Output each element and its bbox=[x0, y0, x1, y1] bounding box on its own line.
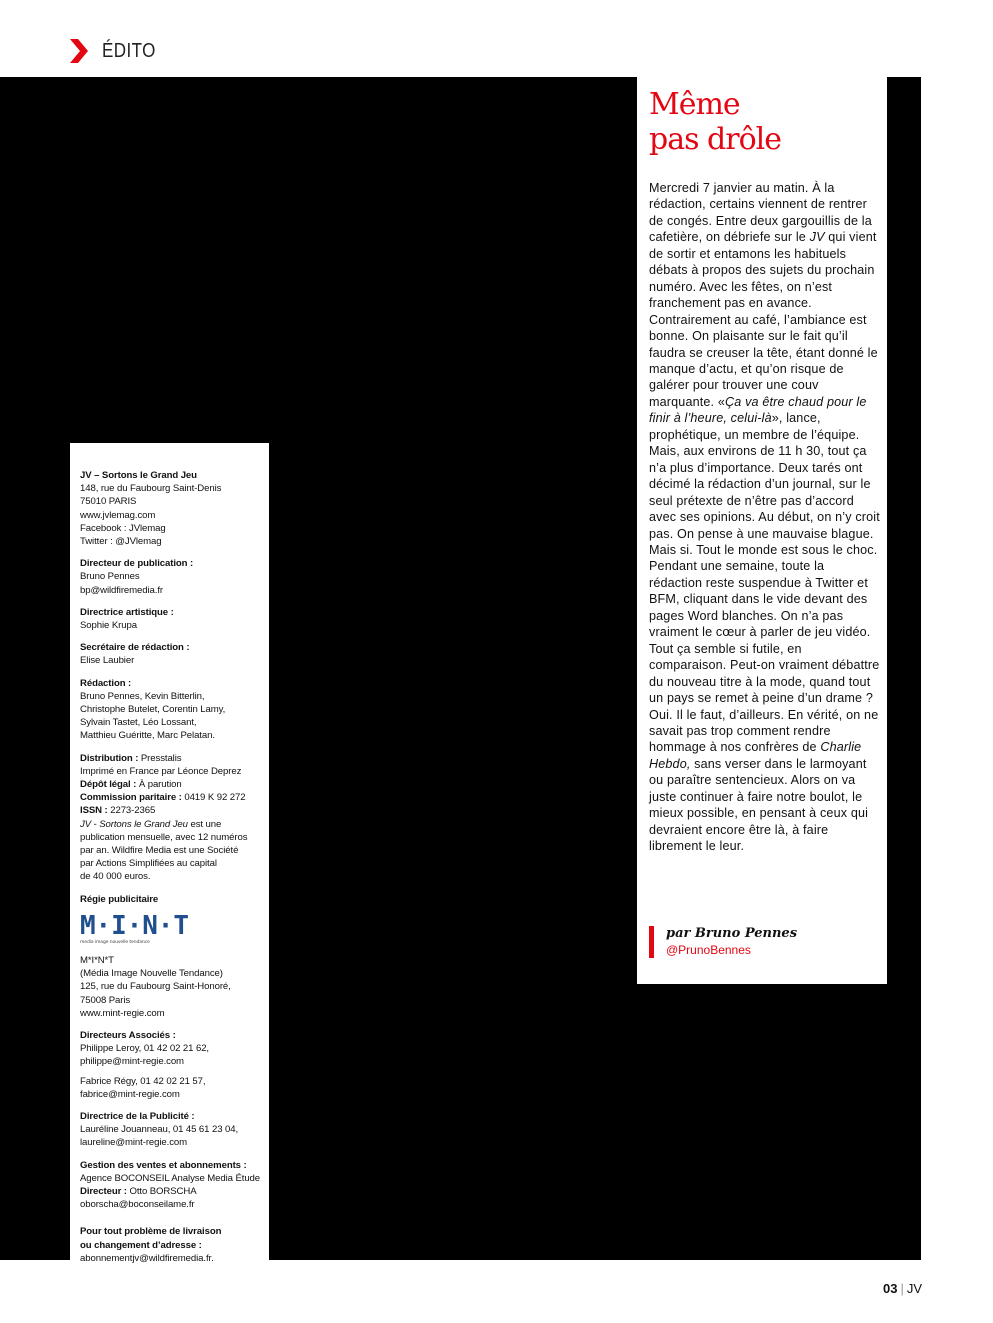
publicity-contact: Lauréline Jouanneau, 01 45 61 23 04, bbox=[80, 1124, 239, 1136]
art-director-name: Sophie Krupa bbox=[80, 620, 137, 632]
publisher-name: JV – Sortons le Grand Jeu bbox=[80, 470, 197, 481]
secretary-block bbox=[80, 641, 265, 667]
page-folio bbox=[883, 1281, 922, 1296]
sales-agency: Agence BOCONSEIL Analyse Media Étude bbox=[80, 1172, 261, 1184]
delivery-block bbox=[80, 1225, 265, 1265]
section-header bbox=[70, 38, 165, 64]
art-director-label: Directrice artistique : bbox=[80, 606, 174, 618]
sales-director-line bbox=[80, 1185, 265, 1198]
about-line: de 40 000 euros. bbox=[80, 871, 151, 883]
edito-body: Mercredi 7 janvier au matin. À la rédaction, certains viennent de rentrer de congés. Entre deux gargouillis de la cafetière, on débriefe sur le JV qui vient de sortir et entamons les habituels débats à propos des sujets du prochain numéro. Avec les fêtes, on n’est franchement pas en avance. Contrairement au café, l’ambiance est bonne. On plaisante sur le fait qu’il faudra se creuser la tête, étant donné le manque d’actu, et qu’on risque de galérer pour trouver une couv marquante. «Ça va être chaud pour le finir à l’heure, celui-là», lance, prophétique, un membre de l’équipe. Mais, aux environs de 11 h 30, tout ça n’a plus d’importance. Deux tarés ont décimé la rédaction d’un journal, sur le seul prétexte de n’être pas d’accord avec ses opinions. Au début, on n’y croit pas. On pense à une mauvaise blague. Mais si. Tout le monde est sous le choc. Pendant une semaine, toute la rédaction reste suspendue à Twitter et BFM, cliquant dans le vide devant des pages Word blanches. On n’a pas vraiment le cœur à parler de jeu vidéo. Tout ça semble si futile, en comparaison. Peut-on vraiment débattre du nouveau titre à la mode, quand tout un pays se remet à peine d’un drame ? Oui. Il le faut, d’ailleurs. En vérité, on ne savait pas trop comment rendre hommage à nos confrères de Charlie Hebdo, sans verser dans le larmoyant ou paraître sentencieux. Alors on va juste continuer à faire notre boulot, le mieux possible, en pensant à ceux qui devraient encore être là, à faire librement le leur. bbox=[649, 181, 880, 854]
associate-contact: Philippe Leroy, 01 42 02 21 62, bbox=[80, 1043, 210, 1055]
facebook-link[interactable]: Facebook : JVlemag bbox=[80, 522, 166, 534]
website-link[interactable]: www.jvlemag.com bbox=[80, 509, 156, 521]
sales-label: Gestion des ventes et abonnements : bbox=[80, 1159, 247, 1171]
associate-email[interactable]: philippe@mint-regie.com bbox=[80, 1056, 184, 1068]
author-twitter-link[interactable]: @PrunoBennes bbox=[666, 943, 751, 957]
mint-line: M*I*N*T bbox=[80, 954, 114, 966]
redaction-line: Bruno Pennes, Kevin Bitterlin, bbox=[80, 690, 205, 702]
associates-block bbox=[80, 1029, 265, 1101]
distribution-value: Presstalis bbox=[138, 752, 182, 764]
director-email[interactable]: bp@wildfiremedia.fr bbox=[80, 584, 164, 596]
magazine-name: JV bbox=[906, 1281, 922, 1296]
issn-label: ISSN : bbox=[80, 805, 108, 817]
art-director-block bbox=[80, 606, 265, 632]
distribution-line bbox=[80, 752, 265, 765]
commission-value: 0419 K 92 272 bbox=[181, 792, 246, 804]
publicity-email[interactable]: laureline@mint-regie.com bbox=[80, 1137, 188, 1149]
depot-line bbox=[80, 778, 265, 791]
publisher-block bbox=[80, 469, 265, 548]
delivery-label: Pour tout problème de livraison bbox=[80, 1226, 222, 1238]
director-block bbox=[80, 557, 265, 597]
mint-website-link[interactable]: www.mint-regie.com bbox=[80, 1007, 165, 1019]
masthead bbox=[70, 443, 269, 1264]
mint-line: (Média Image Nouvelle Tendance) bbox=[80, 968, 223, 980]
about-line bbox=[80, 818, 265, 831]
director-name: Bruno Pennes bbox=[80, 571, 140, 583]
commission-label: Commission paritaire : bbox=[80, 792, 182, 804]
twitter-link[interactable]: Twitter : @JVlemag bbox=[80, 536, 162, 548]
page-number: 03 bbox=[882, 1281, 898, 1296]
redaction-line: Sylvain Tastet, Léo Lossant, bbox=[80, 717, 197, 729]
chevron-right-icon bbox=[70, 39, 88, 63]
sales-director-label: Directeur : bbox=[80, 1185, 127, 1197]
title-line-2: pas drôle bbox=[649, 122, 781, 157]
title-line-1: Même bbox=[649, 87, 740, 122]
edito-title bbox=[649, 87, 781, 157]
issn-value: 2273-2365 bbox=[107, 805, 156, 817]
distribution-label: Distribution : bbox=[80, 752, 139, 764]
secretary-name: Elise Laubier bbox=[80, 655, 135, 667]
redaction-block bbox=[80, 677, 265, 743]
logo-text: M·I·N·T bbox=[80, 910, 189, 941]
redaction-label: Rédaction : bbox=[80, 677, 132, 689]
issn-line bbox=[80, 804, 265, 817]
about-text: est une bbox=[187, 818, 222, 830]
ad-agency-block bbox=[80, 893, 265, 1020]
delivery-email[interactable]: abonnementjv@wildfiremedia.fr. bbox=[80, 1252, 214, 1264]
associate-email[interactable]: fabrice@mint-regie.com bbox=[80, 1088, 180, 1100]
commission-line bbox=[80, 791, 265, 804]
publicity-block bbox=[80, 1110, 265, 1150]
about-line: publication mensuelle, avec 12 numéros bbox=[80, 831, 248, 843]
address-line: 75010 PARIS bbox=[80, 496, 137, 508]
secretary-label: Secrétaire de rédaction : bbox=[80, 642, 190, 654]
printer-line: Imprimé en France par Léonce Deprez bbox=[80, 765, 242, 777]
depot-label: Dépôt légal : bbox=[80, 779, 137, 791]
director-label: Directeur de publication : bbox=[80, 558, 194, 570]
section-label: ÉDITO bbox=[102, 39, 156, 62]
delivery-label: ou changement d’adresse : bbox=[80, 1239, 202, 1251]
legal-block bbox=[80, 752, 265, 884]
author-byline: par Bruno Pennes bbox=[666, 926, 798, 941]
associates-label: Directeurs Associés : bbox=[80, 1029, 176, 1041]
folio-separator: | bbox=[900, 1281, 904, 1296]
depot-value: À parution bbox=[136, 779, 182, 791]
about-title: JV - Sortons le Grand Jeu bbox=[80, 818, 188, 830]
ad-agency-label: Régie publicitaire bbox=[80, 893, 159, 905]
sales-director-value: Otto BORSCHA bbox=[126, 1185, 197, 1197]
logo-tagline: media image nouvelle tendance bbox=[80, 939, 150, 945]
edito-box bbox=[637, 77, 887, 984]
mint-line: 75008 Paris bbox=[80, 994, 131, 1006]
sales-block bbox=[80, 1159, 265, 1212]
signature-bar bbox=[649, 926, 654, 958]
redaction-line: Matthieu Guéritte, Marc Pelatan. bbox=[80, 730, 215, 742]
about-line: par an. Wildfire Media est une Société bbox=[80, 845, 239, 857]
mint-logo bbox=[80, 908, 189, 946]
mint-line: 125, rue du Faubourg Saint-Honoré, bbox=[80, 981, 231, 993]
associate-contact: Fabrice Régy, 01 42 02 21 57, bbox=[80, 1075, 206, 1087]
publicity-label: Directrice de la Publicité : bbox=[80, 1110, 195, 1122]
redaction-line: Christophe Butelet, Corentin Lamy, bbox=[80, 704, 226, 716]
sales-email[interactable]: oborscha@boconseilame.fr bbox=[80, 1199, 195, 1211]
address-line: 148, rue du Faubourg Saint-Denis bbox=[80, 483, 222, 495]
about-line: par Actions Simplifiées au capital bbox=[80, 858, 217, 870]
